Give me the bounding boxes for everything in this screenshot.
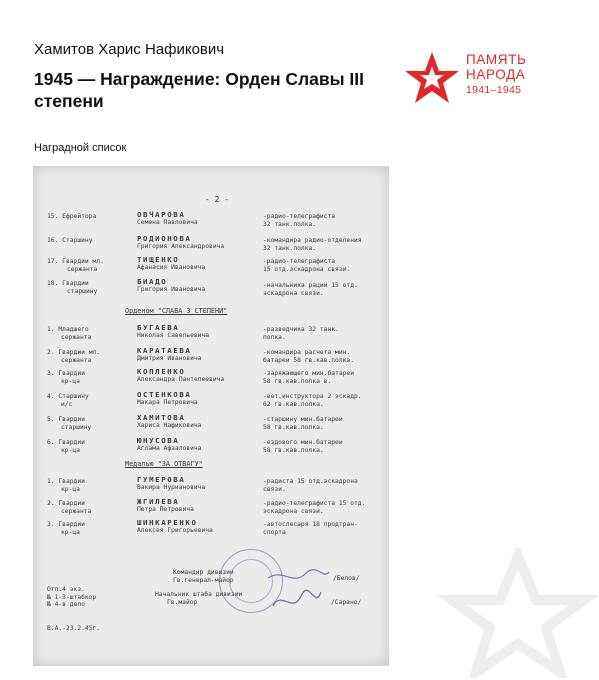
entry-rank: 16. Старшину <box>47 237 93 244</box>
entry-rank: 5. Гвардии старшину <box>47 416 92 431</box>
pamyat-naroda-logo[interactable] <box>402 50 552 106</box>
entry-rank: 1. Младшего сержанта <box>47 326 92 341</box>
entry-rank: 6. Гвардии кр-ца <box>47 439 85 454</box>
entry-rank: 2. Гвардии мл. сержанта <box>47 349 101 364</box>
entry-desc: -ездового мин.батареи 58 гв.кав.полка. <box>263 439 343 454</box>
entry-rank: 1. Гвардии кр-ца <box>47 478 85 493</box>
entry-name: ЖГИЛЕВА Петра Петровича <box>137 497 194 513</box>
page-title: 1945 — Награждение: Орден Славы III степени <box>34 69 365 111</box>
entry-name: КОПЛЕНКО Александра Пантелеевича <box>137 367 225 383</box>
entry-name: КАРАТАЕВА Дмитрия Ивановича <box>137 346 202 362</box>
entry-rank: 3. Гвардии кр-ца <box>47 370 85 385</box>
entry-name: ТИЩЕНКО Афанасия Ивановича <box>137 255 206 271</box>
entry-desc: -разведчика 32 танк. полка. <box>263 326 339 341</box>
entry-desc: -командира расчета мин. батареи 58 гв.кав.полка. <box>263 349 354 364</box>
entry-name: БУГАЕВА Николая Савельевича <box>137 323 210 339</box>
entry-name-highlight: ХАМИТОВА Хариса Нафиковича <box>137 413 202 429</box>
entry-name: РОДИОНОВА Григория Александровича <box>137 234 225 250</box>
entry-rank: 18. Гвардии старшину <box>47 280 98 295</box>
section-order-of-glory: Орденом "СЛАВА 3 СТЕПЕНИ" <box>125 307 228 315</box>
entry-desc: -автослесаря 18 продтран- спорта <box>263 521 358 536</box>
document-type-label: Наградной список <box>34 142 127 154</box>
signature-block-chief-of-staff: Начальник штаба дивизии Гв.майор <box>155 591 243 606</box>
handwritten-signature-icon <box>263 566 333 616</box>
watermark-star-icon <box>438 548 598 678</box>
logo-text <box>466 52 526 97</box>
entry-desc: -радиста 15 отд.эскадрона связи. <box>263 478 358 493</box>
entry-desc: -заряжающего мин.батареи 58 гв.кав.полка в. <box>263 370 354 385</box>
section-medal-for-courage: Медалью "ЗА ОТВАГУ" <box>125 460 203 468</box>
entry-name: ОСТЕНКОВА Макара Петровича <box>137 390 198 406</box>
entry-desc: -радио-телеграфиста 15 отд.эскадрона связи. <box>263 258 351 273</box>
signature-block-commander: Командир дивизии Гв.генерал-майор <box>173 569 234 584</box>
page-number: - 2 - <box>205 195 230 204</box>
logo-line-1: ПАМЯТЬ <box>466 52 527 67</box>
entry-rank: 3. Гвардии кр-ца <box>47 521 85 536</box>
entry-name: ГУМЕРОВА Вакира Нуриановича <box>137 475 206 491</box>
signature-name-chief-of-staff: /Сарано/ <box>331 599 362 606</box>
entry-desc: -начальника рации 15 отд. эскадрона связи. <box>263 282 358 297</box>
entry-name: БИАДО Григория Ивановича <box>137 277 206 293</box>
entry-desc: -командира радио-отделения 32 танк.полка. <box>263 237 362 252</box>
copies-note: Отп.4 экз. № 1-3-штабкор № 4-в дело <box>47 586 97 608</box>
entry-desc: -старшину мин.батареи 58 гв.кав.полка. <box>263 416 343 431</box>
entry-name: ЮНУСОВА Аглама Афзаловича <box>137 436 202 452</box>
red-star-icon <box>402 50 462 106</box>
logo-years: 1941–1945 <box>466 84 522 96</box>
entry-desc: -радио-телеграфиста 15 отд. эскадрона связи. <box>263 500 366 515</box>
scanned-award-document[interactable] <box>33 166 389 666</box>
person-name: Хамитов Харис Нафикович <box>34 41 225 58</box>
entry-desc: -вет.инструктора 2 эскадр. 62 гв.кав.полка. <box>263 393 362 408</box>
entry-rank: 15. Ефрейтора <box>47 213 97 220</box>
entry-rank: 4. Старшину и/с <box>47 393 89 408</box>
signature-name-commander: /Белов/ <box>333 575 360 582</box>
entry-name: ОВЧАРОВА Семена Павловича <box>137 210 198 226</box>
entry-name: ШИНКАРЕНКО Алексея Григорьевича <box>137 518 213 534</box>
entry-desc: -радио-телеграфиста 32 танк.полка. <box>263 213 336 228</box>
entry-rank: 17. Гвардии мл. сержанта <box>47 258 104 273</box>
logo-line-2: НАРОДА <box>466 67 526 82</box>
entry-rank: 2. Гвардии сержанта <box>47 500 92 515</box>
document-date: В.А.-23.2.45г. <box>47 625 101 632</box>
